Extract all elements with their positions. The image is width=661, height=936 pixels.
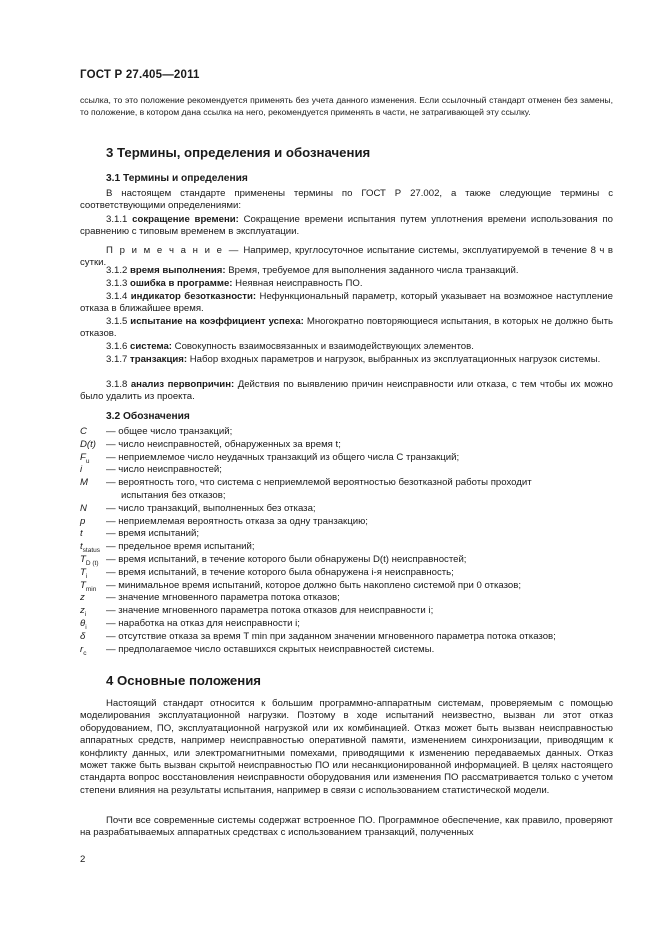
- symbol-letter: z: [80, 605, 85, 617]
- symbol-letter: F: [80, 451, 86, 463]
- symbol-row: [80, 516, 613, 529]
- symbol-definition: испытания без отказов;: [121, 490, 226, 501]
- symbol-definition: — предполагаемое число оставшихся скрытых неисправностей системы.: [106, 643, 435, 655]
- symbol-definition: — число неисправностей, обнаруженных за время t;: [106, 438, 341, 450]
- symbol-row: [80, 541, 613, 554]
- symbol-definition: — неприемлемая вероятность отказа за одну транзакцию;: [106, 515, 368, 527]
- symbol-row: [80, 503, 613, 516]
- term-number: 3.1.4: [106, 291, 128, 302]
- symbol-row: [80, 439, 613, 452]
- term-number: 3.1.2: [106, 265, 128, 276]
- symbol-letter: C: [80, 426, 87, 437]
- symbol-definition: — общее число транзакций;: [106, 426, 233, 437]
- symbol-definition: — отсутствие отказа за время T min при заданном значении мгновенного параметра потока отказов;: [106, 630, 556, 642]
- symbol-letter: i: [80, 464, 83, 476]
- symbol-letter: T: [80, 579, 86, 591]
- note-label: П р и м е ч а н и е —: [106, 245, 240, 256]
- symbol-letter: t: [80, 541, 83, 553]
- section-4-title: 4 Основные положения: [106, 673, 261, 688]
- symbol-definition: — время испытаний, в течение которого были обнаружены D(t) неисправностей;: [106, 554, 467, 565]
- term-name: время выполнения:: [130, 265, 226, 276]
- term-definition: Набор входных параметров и нагрузок, выбранных из эксплуатационных нагрузок системы.: [189, 354, 601, 365]
- symbol-row: [80, 567, 613, 580]
- symbol-definition: — время испытаний;: [106, 528, 200, 540]
- term-definition: Нефункциональный параметр, который указывает на возможное наступление отказа в ближайшее время.: [80, 291, 613, 315]
- symbol-letter: θ: [80, 618, 86, 629]
- symbol-definition: — вероятность того, что система с неприемлемой вероятностью безотказной работы проходит: [106, 477, 532, 489]
- note-text: Например, круглосуточное испытание системы, эксплуатируемой в течение 8 ч в сутки.: [80, 245, 613, 269]
- symbol-row: [80, 490, 613, 503]
- term-definition: Многократно повторяющиеся испытания, в которых не должно быть отказов.: [80, 316, 613, 340]
- symbol-letter: t: [80, 528, 83, 540]
- term-definition: Время, требуемое для выполнения заданного числа транзакций.: [228, 265, 519, 276]
- symbol-row: [80, 631, 613, 644]
- term-3-1-6: [80, 341, 613, 353]
- symbol-definition: — предельное время испытаний;: [106, 541, 255, 553]
- term-3-1-5: [80, 316, 613, 341]
- intro-paragraph: ссылка, то это положение рекомендуется применять без учета данного изменения. Если ссылочный стандарт отменен без замены, то положение, в котором дана ссылка на него, рекомендуется применять в части, не затрагивающей эту ссылку.: [80, 95, 613, 118]
- symbol-subscript: status: [82, 547, 101, 555]
- symbol-letter: T: [80, 566, 86, 578]
- term-definition: Неявная неисправность ПО.: [235, 278, 363, 289]
- page-number: 2: [80, 854, 86, 865]
- symbol-row: [80, 580, 613, 593]
- term-name: транзакция:: [130, 354, 188, 365]
- terms-lead: В настоящем стандарте применены термины по ГОСТ Р 27.002, а также следующие термины с соответствующими определениями:: [80, 188, 613, 212]
- symbol-row: [80, 554, 613, 567]
- symbol-letter: δ: [80, 630, 86, 642]
- symbol-letter: r: [80, 643, 84, 655]
- symbol-row: [80, 477, 613, 490]
- standard-header: ГОСТ Р 27.405—2011: [80, 69, 200, 81]
- symbol-subscript: min: [85, 585, 97, 593]
- term-definition: Совокупность взаимосвязанных и взаимодействующих элементов.: [174, 341, 474, 352]
- term-3-1-1: [80, 214, 613, 239]
- term-3-1-7: [80, 354, 613, 366]
- section-4-paragraph-1: Настоящий стандарт относится к большим программно-аппаратным системам, проверяемым с помощью моделирования эксплуатационной нагрузки. Поэтому в ходе испытаний неизвестно, вызван ли этот отказ оборудованием, ПО, эксплуатационной нагрузкой или их комбинацией. Отказ может быть вызван неисправностью аппаратных средств, например неисправностью оперативной памяти, изменением синхронизации, приводящим к конфликту данных, или электромагнитными помехами, приводящими к изменению передаваемых данных. Отказ может также быть вызван скрытой неисправностью ПО или несанкционированной информацией. В целях настоящего стандарта вопрос восстановления неисправности оборудования или изменения ПО рассматривается только с учетом степени влияния на результаты испытания, например в связи с использованием статистической модели.: [80, 698, 613, 796]
- symbol-letter: M: [80, 477, 88, 489]
- term-3-1-4: [80, 291, 613, 316]
- symbol-subscript: D (t): [85, 559, 99, 567]
- term-definition: Действия по выявлению причин неисправности или отказа, с тем чтобы их можно было удалить из проекта.: [80, 379, 613, 403]
- symbol-row: [80, 464, 613, 477]
- term-3-1-8: [80, 379, 613, 404]
- term-number: 3.1.5: [106, 316, 128, 327]
- symbol-definition: — значение мгновенного параметра потока отказов для неисправности i;: [106, 605, 434, 617]
- term-name: сокращение времени:: [132, 214, 239, 225]
- section-4-paragraph-2: Почти все современные системы содержат встроенное ПО. Программное обеспечение, как правило, проверяют на разрабатываемых аппаратных средствах с использованием транзакций, полученных: [80, 815, 613, 839]
- symbol-definition: — неприемлемое число неудачных транзакций из общего числа C транзакций;: [106, 451, 460, 463]
- symbol-row: [80, 644, 613, 657]
- term-3-1-2: [80, 265, 613, 277]
- term-number: 3.1.7: [106, 354, 128, 365]
- term-definition: Сокращение времени испытания путем уплотнения времени использования по сравнению с типовым временем в эксплуатации.: [80, 214, 614, 238]
- term-name: индикатор безотказности:: [130, 291, 257, 302]
- term-number: 3.1.3: [106, 278, 128, 289]
- symbol-letter: z: [80, 592, 85, 604]
- symbol-definition: — минимальное время испытаний, которое должно быть накоплено системой при 0 отказов;: [106, 579, 522, 591]
- symbol-definition: — наработка на отказ для неисправности i;: [106, 618, 300, 629]
- term-name: система:: [130, 341, 172, 352]
- term-number: 3.1.8: [106, 379, 128, 390]
- symbol-row: [80, 452, 613, 465]
- term-name: испытание на коэффициент успеха:: [130, 316, 304, 327]
- subsection-3-1-title: 3.1 Термины и определения: [106, 173, 248, 184]
- symbol-row: [80, 528, 613, 541]
- symbol-letter: p: [80, 515, 86, 527]
- term-number: 3.1.6: [106, 341, 128, 352]
- symbol-letter: T: [80, 554, 86, 565]
- section-3-title: 3 Термины, определения и обозначения: [106, 145, 371, 160]
- symbol-subscript: i: [84, 611, 87, 619]
- term-number: 3.1.1: [106, 214, 128, 225]
- symbol-subscript: i: [85, 572, 88, 580]
- term-name: ошибка в программе:: [130, 278, 233, 289]
- symbol-subscript: i: [85, 623, 87, 631]
- term-name: анализ первопричин:: [130, 379, 235, 390]
- subsection-3-2-title: 3.2 Обозначения: [106, 411, 190, 422]
- symbol-subscript: u: [85, 457, 90, 465]
- symbol-row: [80, 426, 613, 439]
- symbol-definition: — время испытаний, в течение которого была обнаружена i-я неисправность;: [106, 566, 454, 578]
- symbol-definition: — число транзакций, выполненных без отказа;: [106, 502, 316, 514]
- symbol-definition: — число неисправностей;: [106, 464, 222, 476]
- symbol: [80, 644, 106, 660]
- symbol-row: [80, 605, 613, 618]
- symbol-row: [80, 592, 613, 605]
- symbol-subscript: c: [83, 649, 87, 657]
- symbol-row: [80, 618, 613, 631]
- term-3-1-3: [80, 278, 613, 290]
- symbol-letter: D(t): [80, 438, 96, 450]
- symbol-letter: N: [80, 502, 87, 514]
- symbol-definition: — значение мгновенного параметра потока отказов;: [106, 592, 340, 604]
